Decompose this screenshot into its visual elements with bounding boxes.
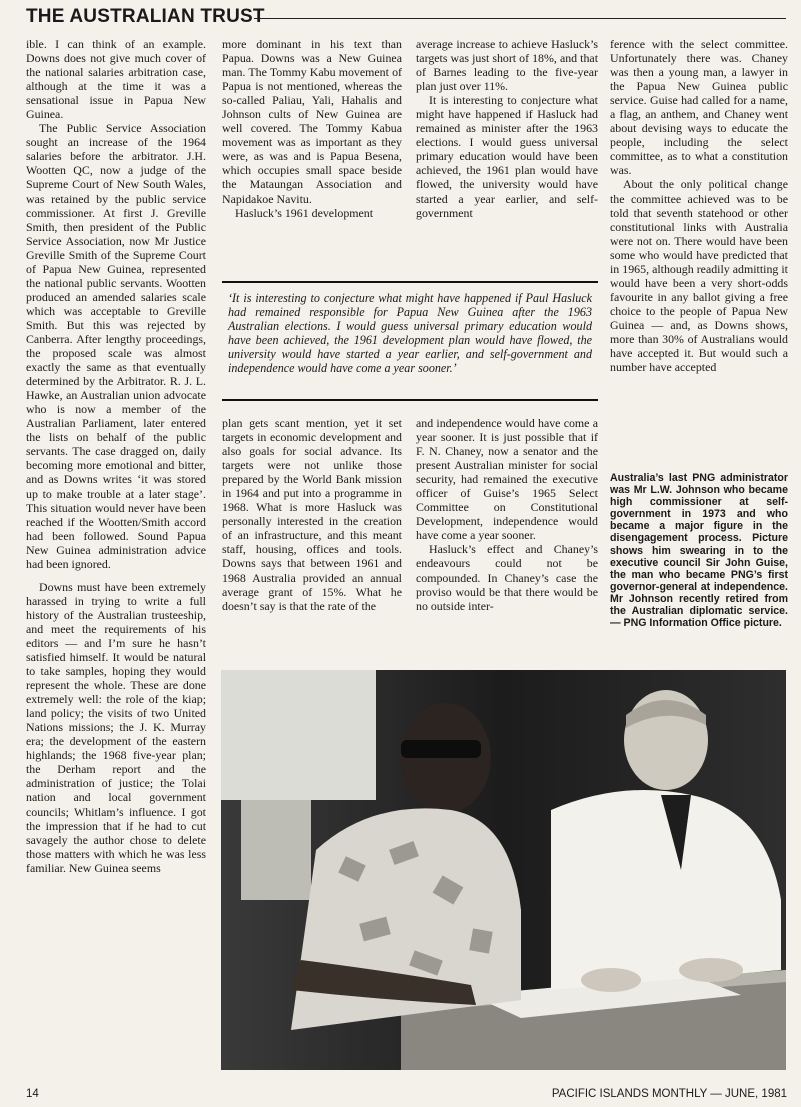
column-4	[610, 37, 788, 467]
publication-footer: PACIFIC ISLANDS MONTHLY — JUNE, 1981	[551, 1088, 787, 1100]
pull-quote: ‘It is interesting to conjecture what might have happened if Paul Hasluck had remained responsible for Papua New Guinea after the 1963 Australian elections. I would guess universal primary education would have been achieved, the 1961 development plan would have flowed, the university would have started a year earlier, and self-government and independence would have come a year sooner.’	[222, 281, 598, 401]
body-paragraph: and independence would have come a year sooner. It is just possible that if F. N. Chaney, now a senator and the present Australian minister for social security, had remained the executive officer of Guise’s 1965 Select Committee on Constitutional Development, independence would have come a year sooner.	[416, 416, 598, 543]
body-paragraph: Downs must have been extremely harassed in trying to write a full history of the Australian trusteeship, and meet the requirements of his editors — and I’m sure he hasn’t satisfied himself. It would be natural to take samples, hoping they would represent the whole. These are done extremely well: the role of the kiap; land policy; the visits of two United Nations missions; the J. K. Murray era; the development of the eastern highlands; the 1968 five-year plan; the Derham report and the administration of justice; the Tolai nation and local government councils; Whitlam’s influence. I got the impression that if he had to cut savagely the author chose to delete those matters with which he was less familiar. New Guinea seems	[26, 579, 206, 875]
header-rule	[254, 18, 786, 19]
column-3-top	[416, 37, 598, 267]
photo-illustration	[221, 670, 786, 1070]
body-paragraph: The Public Service Association sought an increase of the 1964 salaries before the arbitrator. J.H. Wootten QC, now a judge of the Supreme Court of New South Wales, was retained by the public service commissioner. At first J. Greville Smith, then president of the Public Service Association, now Mr Justice Greville Smith of the Supreme Court of Papua New Guinea, represented the national public servants. Wootten produced an amended salaries scale which was acceptable to Greville Smith. But this was rejected by Canberra. After lengthy proceedings, the proposed scale was almost exactly the same as that eventually determined by the Arbitrator. R. J. L. Hawke, an Australian union advocate who is now a member of the Australian Parliament, later entered the lists on behalf of the public servants. The case dragged on, daily becoming more emotional and bitter, and as Downs writes ‘it was stored up to make trouble at a later stage’. This situation would never have been reached if the Wootten/Smith accord had been followed. Sound Papua New Guinea administration advice had been ignored.	[26, 121, 206, 571]
column-3-bottom	[416, 416, 598, 656]
body-paragraph: Hasluck’s effect and Chaney’s endeavours could not be compounded. In Chaney’s case the proviso would be that there would be no outside inter-	[416, 542, 598, 613]
photo-caption: Australia’s last PNG administrator was Mr L.W. Johnson who became high commissioner at self-government in 1973 and who became a major figure in the disengagement process. Picture shows him swearing in to the executive council Sir John Guise, the man who became PNG’s first governor-general at independence. Mr Johnson recently retired from the Australian diplomatic service. — PNG Information Office picture.	[610, 472, 788, 630]
body-paragraph: ible. I can think of an example. Downs does not give much cover of the national salaries arbitration case, although at the time it was a sensational issue in Papua New Guinea.	[26, 37, 206, 122]
column-1	[26, 37, 206, 1077]
body-paragraph: more dominant in his text than Papua. Downs was a New Guinea man. The Tommy Kabu movement of Papua is not mentioned, whereas the so-called Paliau, Yali, Hahalis and Johnson cults of New Guinea are well covered. The Tommy Kabua movement was as important as they were, as was and is Papua Besena, which occupies small space beside the Mataungan Association and Napidakoe Navitu.	[222, 37, 402, 206]
body-paragraph: It is interesting to conjecture what might have happened if Hasluck had remained as minister after the 1963 elections. I would guess universal primary education would have been achieved, the 1961 plan would have flowed, the university would have started a year earlier, and self-government	[416, 93, 598, 220]
body-paragraph: plan gets scant mention, yet it set targets in economic development and also goals for social advance. Its targets were not unlike those prepared by the World Bank mission in 1964 and put into a programme in 1968. What is more Hasluck was personally interested in the creation of an infrastructure, and this meant staff, housing, offices and tools. Downs says that between 1961 and 1968 Australia provided an annual average grant of 15%. What he doesn’t say is that the rate of the	[222, 416, 402, 613]
section-title: THE AUSTRALIAN TRUST	[26, 6, 265, 27]
page-number: 14	[26, 1088, 39, 1100]
body-paragraph: average increase to achieve Hasluck’s targets was just short of 18%, and that of Barnes leading to the five-year plan just over 11%.	[416, 37, 598, 94]
body-paragraph: Hasluck’s 1961 development	[235, 205, 374, 220]
news-photo	[221, 670, 786, 1070]
column-2-bottom	[222, 416, 402, 656]
column-2-top	[222, 37, 402, 267]
body-paragraph: About the only political change the committee achieved was to be told that seventh statehood or other constitutional links with Australia were not on. There would have been some who would have predicted that in 1965, although readily admitting it would have been a very short-odds favourite in any ballot giving a free choice to the people of Papua New Guinea — and, as Downs shows, more than 30% of Australians would have accepted it. But would such a number have accepted	[610, 177, 788, 375]
page-header	[26, 6, 786, 32]
body-paragraph: ference with the select committee. Unfortunately there was. Chaney was then a young man, a lawyer in the Papua New Guinea public service. Guise had called for a name, a flag, an anthem, and Chaney went about devising ways to educate the people, including the select committee, as to what a constitution was.	[610, 37, 788, 178]
